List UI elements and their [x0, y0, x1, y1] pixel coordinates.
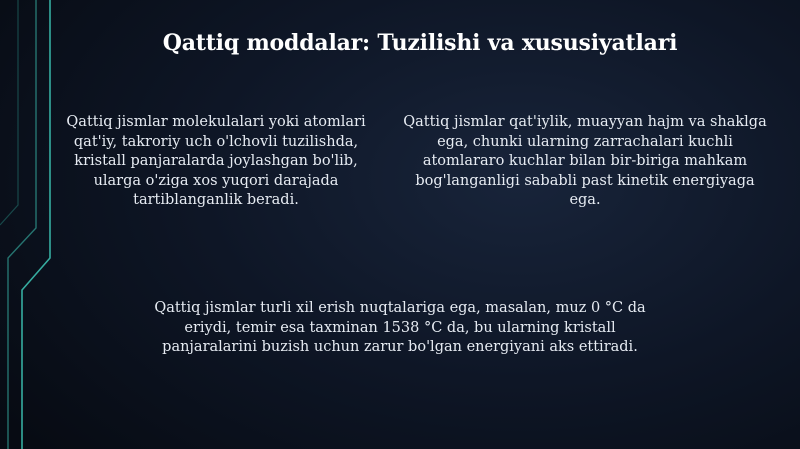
decorative-lines	[0, 0, 70, 449]
paragraph-melting-points: Qattiq jismlar turli xil erish nuqtalariga ega, masalan, muz 0 °C da eriydi, temir esa taxminan 1538 °C da, bu ularning kristall panjaralarini buzish uchun zarur bo'lgan energiyani aks ettiradi.	[154, 300, 646, 355]
paragraph-structure: Qattiq jismlar molekulalari yoki atomlari qat'iy, takroriy uch o'lchovli tuzilishda, kristall panjaralarda joylashgan bo'lib, ularga o'ziga xos yuqori darajada tartiblanganlik beradi.	[66, 114, 366, 208]
slide-title: Qattiq moddalar: Tuzilishi va xususiyatlari	[162, 30, 678, 56]
paragraph-properties: Qattiq jismlar qat'iylik, muayyan hajm va shaklga ega, chunki ularning zarrachalari kuchli atomlararo kuchlar bilan bir-biriga mahkam bog'langanligi sababli past kinetik energiyaga ega.	[403, 114, 767, 208]
